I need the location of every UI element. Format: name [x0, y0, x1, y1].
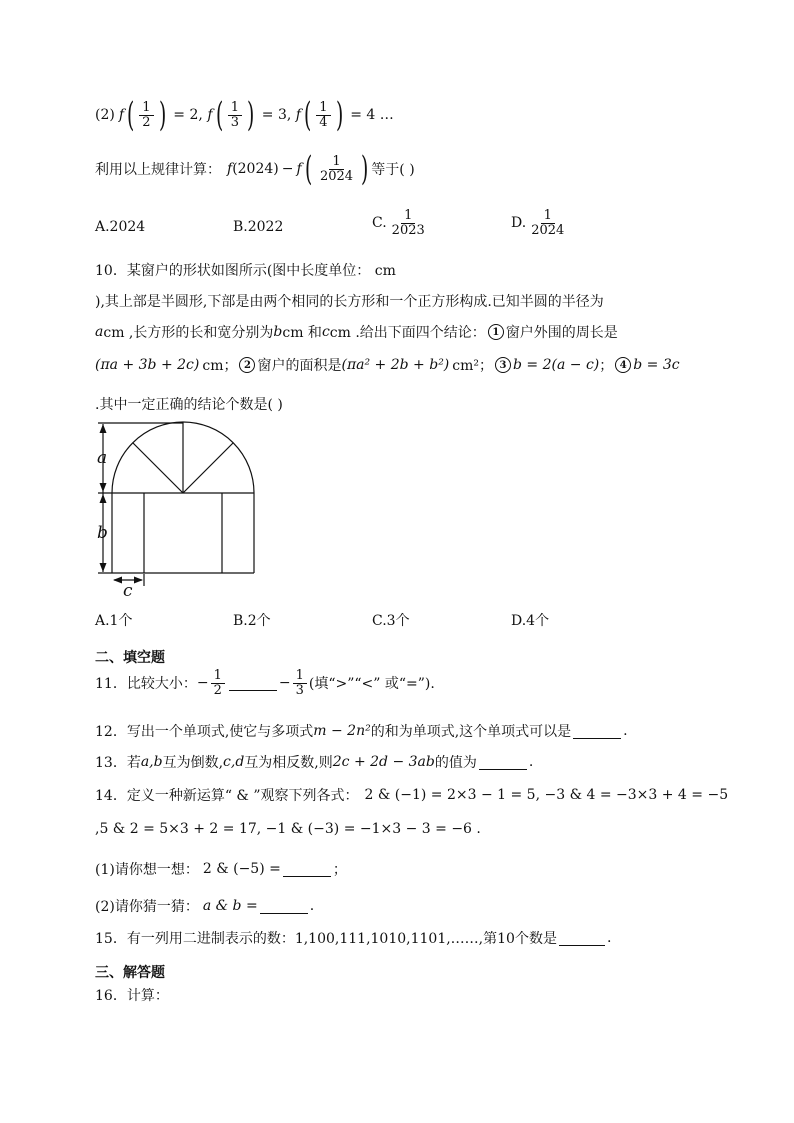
figure-spoke-right — [183, 443, 233, 493]
q11-frac-2: $\frac{1}{3}$ — [293, 669, 307, 697]
q10-c1-expr: (πa + 3b + 2c) — [95, 357, 200, 373]
q10-line-2: ),其上部是半圆形,下部是由两个相同的长方形和一个正方形构成.已知半圆的半径为 — [95, 294, 604, 310]
arrow-a-down — [100, 483, 107, 492]
q14-sub1-answer-blank[interactable] — [283, 862, 331, 877]
q9-expr-f: f — [227, 161, 233, 177]
q10-line-5: .其中一定正确的结论个数是( ) — [95, 397, 283, 413]
q14-line-1 — [95, 785, 728, 805]
q14-sub2-end: . — [309, 898, 315, 914]
q14-sub-2 — [95, 896, 314, 916]
q14-sub-1 — [95, 859, 347, 879]
q13-ab: a,b — [140, 754, 163, 770]
q10-option-a: A.1个 — [95, 613, 133, 629]
arrow-c-right — [134, 577, 143, 584]
q9-val-1: 2 — [189, 107, 199, 123]
q11-minus-2: − — [278, 675, 291, 692]
circled-number-3: 3 — [495, 357, 511, 373]
q10-text-f: cm .给出下面四个结论： — [329, 325, 486, 341]
q9-option-d-frac: $\frac{1}{2024}$ — [531, 208, 565, 238]
q13-text-c: 互为相反数,则 — [244, 755, 333, 771]
q15-text: 15．有一列用二进制表示的数：1,100,111,1010,1101,……,第10个数是 — [95, 931, 557, 947]
q10-var-c: c — [321, 324, 330, 340]
q12-line — [95, 721, 628, 741]
q13-line — [95, 752, 533, 772]
circled-number-2: 2 — [239, 357, 255, 373]
q14-sub1-text: (1)请你想一想： — [95, 862, 199, 878]
q10-c2-text: 窗户的面积是 — [257, 358, 342, 374]
q12-text-a: 12．写出一个单项式,使它与多项式 — [95, 724, 314, 740]
q13-answer-blank[interactable] — [479, 755, 527, 770]
q9-option-c-frac: $\frac{1}{2023}$ — [391, 208, 425, 238]
q11-line — [95, 669, 435, 697]
figure-spoke-left — [133, 443, 183, 493]
q14-sub2-expr: a & b = — [202, 898, 258, 914]
figure-label-c: c — [123, 581, 133, 598]
q10-line-3 — [95, 322, 618, 342]
q14-sub1-end: ； — [332, 862, 347, 878]
q9-expr-f2: f — [296, 161, 302, 177]
q13-text-a: 13．若 — [95, 755, 141, 771]
q9-option-d — [511, 209, 569, 237]
q9-option-c — [372, 209, 430, 237]
q9-instruction-line: 利用以上规律计算： f (2024) − f ( $\frac{1}{2024}$ ) 等于( ) — [95, 149, 415, 189]
q14-sub2-answer-blank[interactable] — [260, 899, 308, 914]
q14-sub1-expr: 2 & (−5) = — [202, 861, 281, 877]
q12-end: . — [623, 723, 628, 739]
q11-minus-1: − — [196, 675, 209, 692]
q9-option-b: B.2022 — [233, 219, 284, 235]
q16-line: 16．计算： — [95, 988, 169, 1004]
arrow-c-left — [113, 577, 122, 584]
q9-option-d-label: D. — [511, 215, 527, 232]
q10-c1-text: 窗户外围的周长是 — [505, 325, 618, 341]
q12-answer-blank[interactable] — [573, 724, 621, 739]
q9-f1: f — [118, 107, 125, 123]
q9-f2: f — [207, 107, 213, 123]
q11-tail: (填“>”“<” 或“=”). — [308, 676, 435, 693]
q14-text-a: 14．定义一种新运算“ & ”观察下列各式： — [95, 788, 359, 804]
q9-frac-3: $\frac{1}{4}$ — [316, 101, 330, 129]
q11-prefix: 11．比较大小： — [95, 676, 197, 693]
q9-ellipsis: … — [379, 107, 394, 123]
figure-label-b: b — [97, 523, 108, 543]
q10-text-b: cm ,长方形的长和宽分别为 — [103, 325, 274, 341]
q13-expr: 2c + 2d − 3ab — [332, 754, 435, 770]
q9-sequence-line: (2) f ( $\frac{1}{2}$ ) = 2 , f ( $\frac{1}{3}$ ) = 3 , f ( $\frac{1}{4}$ ) = 4 … — [95, 95, 394, 135]
section-3-heading: 三、解答题 — [95, 965, 165, 981]
q13-text-d: 的值为 — [434, 755, 477, 771]
q15-answer-blank[interactable] — [559, 931, 605, 946]
q9-val-3: 4 — [366, 107, 376, 123]
q10-c3-sep: ； — [599, 358, 614, 374]
q10-c4-expr: b = 3c — [633, 357, 680, 373]
q10-option-b: B.2个 — [233, 613, 271, 629]
q9-val-2: 3 — [277, 107, 287, 123]
q9-frac-1: $\frac{1}{2}$ — [139, 101, 153, 129]
q9-option-a: A.2024 — [95, 219, 146, 235]
q13-cd: c,d — [223, 754, 245, 770]
q10-c2-expr: (πa² + 2b + b²) — [341, 357, 450, 373]
q10-line-1: 10．某窗户的形状如图所示(图中长度单位： cm — [95, 263, 396, 279]
q10-text-d: cm 和 — [282, 325, 322, 341]
circled-number-1: 1 — [488, 324, 504, 340]
arrow-b-up — [100, 494, 107, 503]
q12-text-b: 的和为单项式,这个单项式可以是 — [370, 724, 572, 740]
circled-number-4: 4 — [615, 357, 631, 373]
q9-instruction: 利用以上规律计算： — [95, 162, 221, 178]
q14-expr: 2 & (−1) = 2×3 − 1 = 5, −3 & 4 = −3×3 + 4 = −5 — [364, 787, 729, 803]
q11-frac-1: $\frac{1}{2}$ — [211, 669, 225, 697]
q12-poly: m − 2n² — [313, 723, 371, 739]
q9-expr-minus: − — [281, 161, 294, 177]
q13-end: . — [528, 754, 534, 770]
q10-c3-expr: b = 2(a − c) — [513, 357, 600, 373]
q14-line-2: ,5 & 2 = 5×3 + 2 = 17, −1 & (−3) = −1×3 − 3 = −6 . — [95, 821, 481, 837]
q9-option-c-label: C. — [372, 215, 387, 232]
section-2-heading: 二、填空题 — [95, 650, 165, 666]
q13-text-b: 互为倒数, — [162, 755, 224, 771]
q9-expr-frac: $\frac{1}{2024}$ — [319, 153, 354, 184]
q15-line — [95, 928, 611, 948]
q11-answer-blank[interactable] — [229, 676, 277, 691]
q10-c1-unit: cm； — [202, 358, 238, 374]
q9-tail: 等于( ) — [371, 162, 415, 178]
q9-expr-arg: (2024) — [232, 161, 279, 177]
q10-line-4 — [95, 355, 680, 375]
arrow-a-up — [100, 424, 107, 433]
q10-c2-unit: cm²； — [452, 358, 494, 374]
q10-var-a: a — [95, 324, 104, 340]
q14-sub2-text: (2)请你猜一猜： — [95, 899, 199, 915]
q9-frac-2: $\frac{1}{3}$ — [228, 101, 242, 129]
q10-option-d: D.4个 — [511, 613, 550, 629]
q10-var-b: b — [273, 324, 283, 340]
arrow-b-down — [100, 563, 107, 572]
q9-f3: f — [295, 107, 301, 123]
window-figure — [88, 418, 278, 598]
q10-option-c: C.3个 — [372, 613, 410, 629]
figure-label-a: a — [97, 448, 108, 468]
q15-end: . — [606, 930, 612, 946]
q9-prefix: (2) — [95, 107, 115, 123]
